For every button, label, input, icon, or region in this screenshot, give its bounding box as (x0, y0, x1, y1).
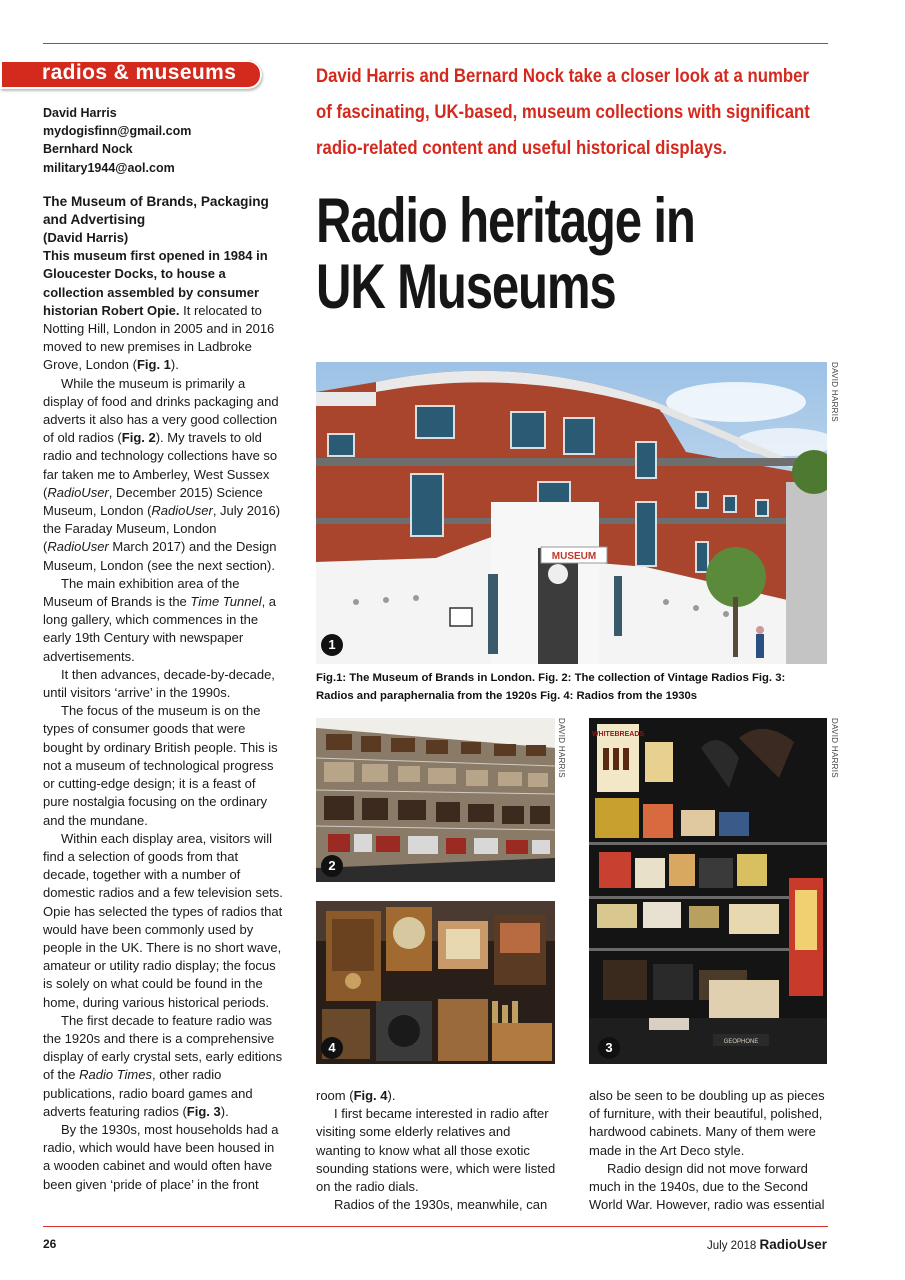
paragraph: I first became interested in radio after visiting some elderly relatives and wanting to know what all those exotic sounding stations were, which were listed on the radio dials. (316, 1106, 556, 1195)
headline-line: Radio heritage in (316, 186, 695, 256)
figure-4-radios-photo (316, 901, 555, 1064)
paragraph: also be seen to be doubling up as pieces of furniture, with their beautiful, polished, hardwood cabinets. Many of them were made in the Art Deco style. (589, 1088, 825, 1158)
author-email[interactable]: military1944@aol.com (43, 160, 175, 175)
photo-credit: DAVID HARRIS (557, 718, 566, 778)
magazine-name: RadioUser (759, 1237, 827, 1252)
author-block (43, 104, 191, 177)
figure-2-radios-photo (316, 718, 555, 882)
figure-3-paraphernalia-photo (589, 718, 827, 1064)
paragraph: room (Fig. 4). (316, 1088, 396, 1103)
figure-1-museum-photo (316, 362, 827, 664)
footer-rule (43, 1226, 828, 1227)
author-name: Bernhard Nock (43, 142, 133, 157)
author-name: David Harris (43, 106, 117, 120)
paragraph: The focus of the museum is on the types of consumer goods that were bought by ordinary British people. This is not a museum of technological progress or cutting-edge design; it is a feast of pure nostalgia focusing on the ordinary and the mundane. (43, 703, 278, 828)
paragraph: Radio design did not move forward much in the 1940s, due to the Second World War. However, radio was essential (589, 1160, 825, 1213)
paragraph: The main exhibition area of the Museum of Brands is the Time Tunnel, a long gallery, which commences in the early 19th Century with newspaper advertisements. (43, 575, 277, 664)
photo-credit: DAVID HARRIS (830, 362, 839, 422)
byline: (David Harris) (43, 230, 129, 245)
headline-line: UK Museums (316, 252, 616, 322)
paragraph: By the 1930s, most households had a radio, which would have been housed in a wooden cabinet and would often have been given ‘pride of place’ in the front (43, 1121, 279, 1192)
page-number: 26 (43, 1237, 57, 1251)
paragraph: While the museum is primarily a display of food and drinks packaging and adverts it also has a very good collection of old radios (Fig. 2). My travels to old radio and technology collections have so far taken me to Amberley, West Sussex (RadioUser, December 2015) Science Museum, London (RadioUser, July 2016) the Faraday Museum, London (RadioUser March 2017) and the Design Museum, London (see the next section). (43, 375, 281, 573)
section-tab (0, 60, 262, 89)
paragraph: The first decade to feature radio was the 1920s and there is a comprehensive display of early crystal sets, early editions of the Radio Times, other radio publications, radio board games and adverts featuring radios (Fig. 3). (43, 1012, 283, 1119)
headline (316, 188, 695, 320)
author-email[interactable]: mydogisfinn@gmail.com (43, 124, 192, 139)
section-label: radios & museums (42, 61, 237, 84)
museum-sign: MUSEUM (551, 551, 597, 562)
middle-column (316, 1087, 556, 1214)
radio-label: GEOPHONE (723, 1039, 759, 1045)
top-rule (43, 43, 828, 44)
photo-credit: DAVID HARRIS (830, 718, 839, 778)
paragraph: It then advances, decade-by-decade, until visitors ‘arrive’ in the 1990s. (43, 666, 275, 701)
subheading: The Museum of Brands, Packaging and Advertising (43, 194, 269, 227)
figure-1-number: 1 (321, 634, 343, 656)
right-column (589, 1087, 829, 1214)
paragraph: Within each display area, visitors will find a selection of goods from that decade, together with a number of domestic radios and a few television sets. Opie has selected the types of radios that would have been commonly used by people in the UK. There is no short wave, amateur or utility radio display; the focus is solely on what could be found in the home, during various historical periods. (43, 830, 283, 1010)
standfirst: David Harris and Bernard Nock take a closer look at a number of fascinating, UK-based, museum collections with significant radio-related content and useful historical displays. (316, 65, 810, 159)
paragraph: This museum first opened in 1984 in Gloucester Docks, to house a collection assembled by consumer historian Robert Opie. It relocated to Notting Hill, London in 2005 and in 2016 moved to new premises in Ladbroke Grove, London (Fig. 1). (43, 248, 275, 373)
figure-4-number: 4 (321, 1037, 343, 1059)
figure-caption: Fig.1: The Museum of Brands in London. Fig. 2: The collection of Vintage Radios Fig. 3: Radios and paraphernalia from the 1920s Fig. 4: Radios from the 1930s (316, 672, 786, 702)
figure-2-number: 2 (321, 855, 343, 877)
issue-date: July 2018 (707, 1240, 757, 1252)
paragraph: Radios of the 1930s, meanwhile, can (334, 1197, 548, 1213)
poster-text: WHITEBREADS (591, 731, 645, 738)
footer-issue (707, 1237, 827, 1252)
left-column (43, 193, 283, 1194)
figure-3-number: 3 (598, 1037, 620, 1059)
